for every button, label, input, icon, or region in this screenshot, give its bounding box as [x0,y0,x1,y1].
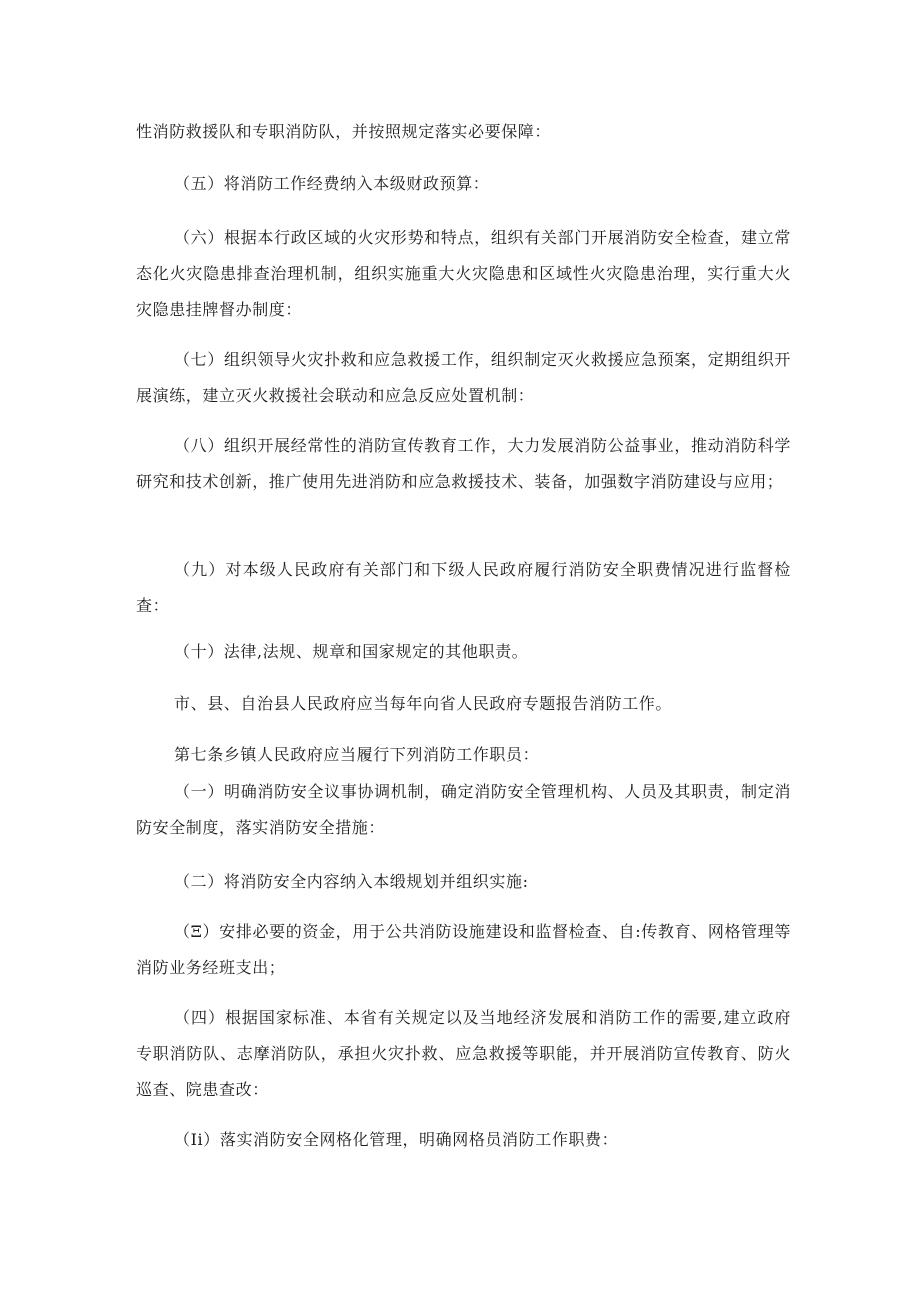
paragraph-item-7: （七）组织领导火灾扑救和应急救援工作，组织制定灭火救援应急预案，定期组织开展演练，建立灭火救援社会联动和应急反应处置机制： [136,350,791,405]
paragraph-article-7-item-2: （二）将消防安全内容纳入本缎规划并组织实施: [174,872,529,891]
paragraph-item-5: （五）将消防工作经费纳入本级财政预算： [174,174,490,193]
paragraph-item-9: （九）对本级人民政府有关部门和下级人民政府履行消防安全职费情况进行监督检查： [136,560,791,615]
paragraph-article-7-item-5: （Ii）落实消防安全网格化管理，明确网格员消防工作职费： [174,1130,619,1149]
paragraph-article-7-item-3: （Ξ）安排必要的资金，用于公共消防设施建设和监督检查、自:传教育、网格管理等消防业务经班支出； [136,922,791,977]
paragraph-annual-report: 市、县、自治县人民政府应当每年向省人民政府专题报告消防工作。 [174,694,673,713]
paragraph-item-8: （八）组织开展经常性的消防宣传教育工作，大力发展消防公益事业，推动消防科学研究和技术创新，推广使用先进消防和应急救援技术、装备，加强数字消防建设与应用； [136,436,791,491]
paragraph-article-7-item-4: （四）根据国家标准、本省有关规定以及当地经济发展和消防工作的需要,建立政府专职消防队、志摩消防队，承担火灾扑救、应急救援等职能，并开展消防宣传教育、防火巡查、院患查改： [136,1008,791,1099]
paragraph-item-6: （六）根据本行政区域的火灾形势和特点，组织有关部门开展消防安全检查，建立常态化火灾隐患排查治理机制，组织实施重大火灾隐患和区域性火灾隐患治理，实行重大火灾隐患挂牌督办制度： [136,228,791,319]
paragraph-item-10: （十）法律,法规、规章和国家规定的其他职责。 [174,642,529,661]
paragraph-article-7-item-1: （一）明确消防安全议事协调机制，确定消防安全管理机构、人员及其职责，制定消防安全制度，落实消防安全措施： [136,782,791,837]
paragraph-article-7-heading: 第七条乡镇人民政府应当履行下列消防工作职员： [174,745,540,764]
paragraph-continuation: 性消防救援队和专职消防队，并按照规定落实必要保障： [136,122,552,141]
